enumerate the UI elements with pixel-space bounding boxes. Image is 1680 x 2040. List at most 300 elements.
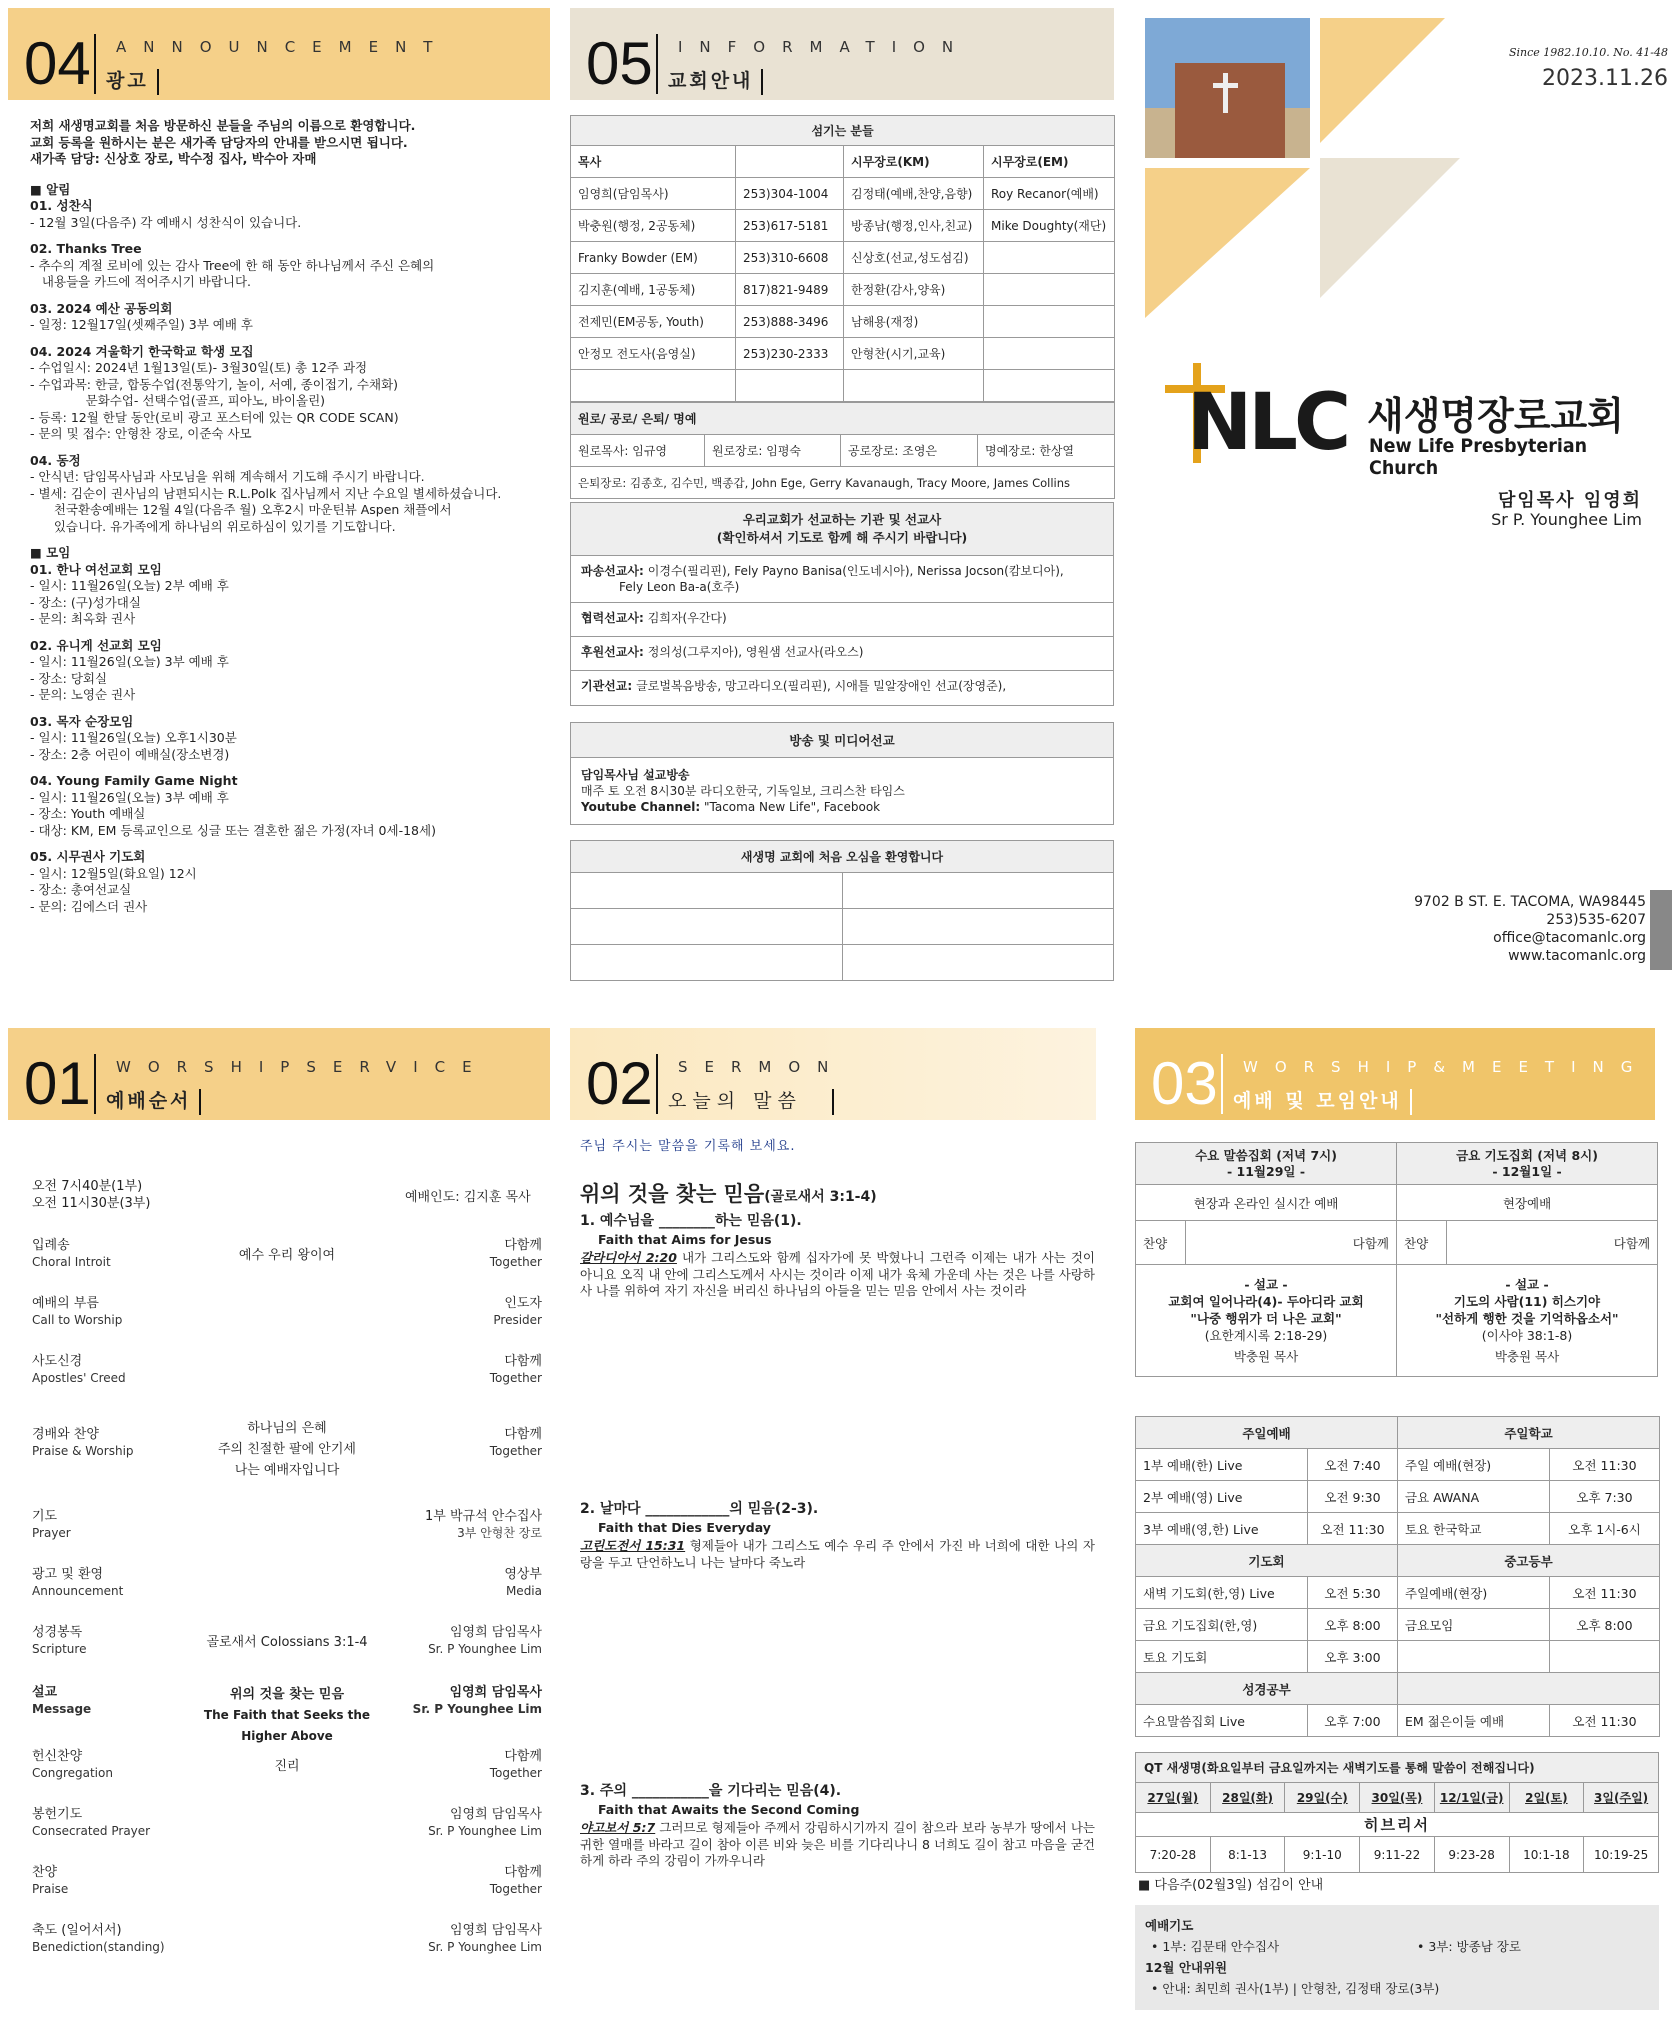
point-heading: 1. 예수님을 ________하는 믿음(1). [580, 1213, 802, 1229]
qt-ref: 9:23-28 [1434, 1837, 1509, 1873]
welcome-table [570, 840, 1114, 981]
leader-eng: Presider [493, 1313, 542, 1327]
leader-eng: Together [489, 1371, 542, 1385]
table-cell: 2부 예배(영) Live [1136, 1481, 1308, 1513]
item-kor: 설교 [32, 1685, 58, 1700]
mission-row [571, 603, 1113, 637]
list-item [30, 198, 540, 231]
qt-day: 30일(목) [1360, 1783, 1435, 1813]
side-bar [1650, 890, 1672, 970]
welcome-title: 새생명 교회에 처음 오심을 환영합니다 [571, 841, 1114, 873]
qt-ref: 10:1-18 [1509, 1837, 1584, 1873]
bible-study-title: 성경공부 [1136, 1673, 1398, 1705]
leader-eng: Together [489, 1255, 542, 1269]
list-item [30, 638, 540, 704]
table-cell: 주일예배(현장) [1398, 1577, 1550, 1609]
elder-cell: 명예장로: 한상열 [978, 435, 1115, 467]
worship-item-label [32, 1806, 150, 1840]
worship-item-content [182, 1632, 392, 1653]
section-number: 04 [24, 30, 91, 97]
leader-eng: Sr. P Younghee Lim [412, 1702, 542, 1716]
worship-item-leader [490, 1864, 542, 1898]
table-cell: 오전 11:30 [1550, 1449, 1660, 1481]
leader-kor: 임영희 담임목사 [449, 1625, 542, 1640]
list-item [30, 773, 540, 839]
prayer-box-title: 예배기도 [1145, 1918, 1194, 1933]
item-title: 03. 2024 예산 공동의회 [30, 300, 173, 316]
item-line: - 일시: 11월26일(오늘) 오후1시30분 [30, 730, 237, 745]
media-box [570, 722, 1114, 825]
item-title: 03. 목자 순장모임 [30, 713, 134, 729]
divider [1221, 1054, 1223, 1114]
servers-box [1135, 1905, 1659, 2010]
worship-item-leader [490, 1237, 542, 1271]
worship-item-label [32, 1748, 113, 1782]
section-eng-title: WORSHIPSERVICE [116, 1058, 489, 1076]
verse-ref: 갈라디아서 2:20 [580, 1250, 677, 1265]
table-cell: 253)617-5181 [736, 210, 844, 242]
leader-eng: Sr. P Younghee Lim [428, 1824, 542, 1838]
qt-ref: 7:20-28 [1136, 1837, 1211, 1873]
worship-item-content [182, 1418, 392, 1481]
leader-eng: Media [505, 1584, 542, 1598]
item-title: 04. Young Family Game Night [30, 773, 238, 788]
leader-eng: 3부 안형찬 장로 [457, 1526, 542, 1540]
item-title: 05. 시무권사 기도회 [30, 849, 146, 864]
table-cell: 253)310-6608 [736, 242, 844, 274]
qt-ref: 10:19-25 [1584, 1837, 1659, 1873]
wed-place: 현장과 온라인 실시간 예배 [1136, 1185, 1397, 1221]
table-cell: 오후 7:30 [1550, 1481, 1660, 1513]
item-line: - 일정: 12월17일(셋째주일) 3부 예배 후 [30, 317, 254, 332]
worship-item-leader [428, 1806, 542, 1840]
item-line: - 수업과목: 한글, 합동수업(전통악기, 놀이, 서예, 종이접기, 수채화) [30, 376, 399, 392]
list-item [30, 714, 540, 764]
church-name-kor: 새생명장로교회 [1367, 394, 1624, 438]
leader-kor: 1부 박규석 안수집사 [425, 1509, 542, 1524]
table-row [1136, 1577, 1660, 1609]
section-kor-title: 오늘의 말씀 [668, 1086, 842, 1115]
worship-item-label [32, 1922, 165, 1956]
sermon-point [580, 1782, 1095, 1870]
youtube-label: Youtube Channel: [581, 800, 701, 814]
worship-item-label [32, 1508, 71, 1542]
mission-row [571, 556, 1113, 603]
mission-label: 파송선교사: [581, 564, 644, 578]
prayer-first-service: • 1부: 김문태 안수집사 [1151, 1939, 1280, 1954]
section-kor-title: 예배 및 모임안내 [1233, 1086, 1420, 1115]
verse-text: 형제들아 내가 그리스도 예수 우리 주 안에서 가진 바 너희에 대한 나의 자랑을 두고 단언하노니 나는 날마다 죽노라 [580, 1538, 1095, 1570]
item-line: 문화수업- 선택수업(골프, 피아노, 바이올린) [30, 393, 326, 408]
worship-item-content [182, 1756, 392, 1777]
content-line: The Faith that Seeks the Higher Above [203, 1708, 371, 1743]
address-block: 9702 B ST. E. TACOMA, WA98445 253)535-6207 office@tacomanlc.org www.tacomanlc.org [1414, 894, 1646, 964]
worship-item-content [182, 1684, 392, 1747]
leader-kor: 다함께 [504, 1354, 542, 1369]
col-em: 시무장로(EM) [984, 146, 1115, 178]
section-number: 01 [24, 1050, 91, 1117]
item-line: - 일시: 11월26일(오늘) 2부 예배 후 [30, 578, 229, 593]
content-line: 주의 친절한 팔에 안기세 [218, 1442, 356, 1457]
item-eng: Congregation [32, 1766, 113, 1780]
item-eng: Prayer [32, 1526, 71, 1540]
item-line: - 장소: 당회실 [30, 670, 108, 686]
mission-label: 후원선교사: [581, 645, 644, 659]
table-cell [1550, 1641, 1660, 1673]
church-logo [1165, 363, 1665, 493]
item-line: 내용들을 카드에 적어주시기 바랍니다. [30, 274, 252, 289]
serving-title: 섬기는 분들 [571, 116, 1115, 146]
item-kor: 광고 및 환영 [32, 1567, 104, 1582]
table-row [571, 370, 1115, 402]
item-line: - 대상: KM, EM 등록교인으로 싱글 또는 결혼한 젊은 가정(자녀 0세-18세) [30, 822, 436, 838]
table-cell: 금요 기도집회(한,영) [1136, 1609, 1308, 1641]
worship-item-leader [425, 1508, 542, 1542]
content-line: 위의 것을 찾는 믿음 [229, 1687, 345, 1702]
table-row [1136, 1449, 1660, 1481]
table-cell [984, 338, 1115, 370]
table-cell: 토요 한국학교 [1398, 1513, 1550, 1545]
item-kor: 경배와 찬양 [32, 1427, 99, 1442]
item-kor: 성경봉독 [32, 1625, 83, 1640]
worship-item-content [182, 1245, 392, 1266]
media-line: 담임목사님 설교방송 [581, 768, 690, 782]
table-row [571, 242, 1115, 274]
middle-school-title: 중고등부 [1398, 1545, 1660, 1577]
worship-item-label [32, 1566, 123, 1600]
youtube-channel: "Tacoma New Life", Facebook [700, 800, 881, 814]
fri-praise-label: 찬양 [1397, 1221, 1447, 1265]
list-item [30, 301, 540, 334]
table-cell: 주일 예배(현장) [1398, 1449, 1550, 1481]
qt-ref: 9:1-10 [1285, 1837, 1360, 1873]
table-row [571, 274, 1115, 306]
item-line: 천국환송예배는 12월 4일(다음주 월) 오후2시 마운틴뷰 Aspen 채플에서 [30, 502, 452, 517]
worship-item-leader [490, 1748, 542, 1782]
weekday-table [1135, 1142, 1657, 1377]
point-verse [580, 1538, 1095, 1571]
worship-item-label [32, 1684, 91, 1718]
table-row [571, 210, 1115, 242]
item-kor: 축도 (일어서서) [32, 1923, 122, 1938]
section-number: 03 [1151, 1050, 1218, 1117]
announcement-header [8, 8, 550, 100]
qt-day: 27일(월) [1136, 1783, 1211, 1813]
mission-row [571, 637, 1113, 671]
table-cell: 오전 7:40 [1308, 1449, 1398, 1481]
point-eng: Faith that Awaits the Second Coming [598, 1802, 860, 1817]
leader-eng: Together [489, 1444, 542, 1458]
point-verse [580, 1820, 1095, 1870]
elders-title: 원로/ 공로/ 은퇴/ 명예 [571, 403, 1115, 435]
table-cell: 한정환(감사,양육) [844, 274, 984, 306]
table-cell: 토요 기도회 [1136, 1641, 1308, 1673]
item-title: 01. 한나 여선교회 모임 [30, 561, 162, 577]
point-verse [580, 1250, 1095, 1300]
qt-book: 히브리서 [1136, 1813, 1659, 1837]
service-times: 오전 7시40분(1부) 오전 11시30분(3부) [32, 1179, 151, 1211]
item-line: - 수업일시: 2024년 1월13일(토)- 3월30일(토) 총 12주 과정 [30, 360, 368, 375]
worship-item-leader [504, 1566, 542, 1600]
list-item [30, 344, 540, 443]
leader-kor: 다함께 [504, 1427, 542, 1442]
meeting-list [30, 562, 540, 916]
leader-kor: 임영희 담임목사 [449, 1807, 542, 1822]
section-kor-title: 교회안내 [668, 66, 771, 95]
table-cell [571, 370, 736, 402]
elder-cell: 공로장로: 조영은 [841, 435, 978, 467]
welcome-text: 저희 새생명교회를 처음 방문하신 분들을 주님의 이름으로 환영합니다. 교회 등록을 원하시는 분은 새가족 담당자의 안내를 받으시면 됩니다. 새가족 담당: 신상호 장로, 박수정 집사, 박수아 자매 [30, 118, 416, 166]
fri-title: 금요 기도집회 (저녁 8시) - 12월1일 - [1397, 1143, 1658, 1185]
content-line: 예수 우리 왕이여 [238, 1248, 336, 1263]
sunday-title: 주일예배 [1136, 1417, 1398, 1449]
content-line: 하나님의 은혜 [247, 1421, 327, 1436]
col-pastor: 목사 [571, 146, 736, 178]
since-line: Since 1982.10.10. No. 41-48 [1508, 46, 1668, 59]
section-number: 05 [586, 30, 653, 97]
guide-list: • 안내: 최민희 권사(1부) | 안형찬, 김정태 장로(3부) [1151, 1981, 1440, 1996]
fri-sermon: - 설교 - 기도의 사람(11) 히스기야 "선하게 행한 것을 기억하옵소서" (이사야 38:1-8) 박충원 목사 [1397, 1265, 1658, 1377]
item-kor: 입례송 [32, 1238, 70, 1253]
table-cell: 방종남(행정,인사,친교) [844, 210, 984, 242]
item-line: - 추수의 계절 로비에 있는 감사 Tree에 한 해 동안 하나님께서 주신 은혜의 [30, 257, 435, 273]
item-eng: Consecrated Prayer [32, 1824, 151, 1838]
table-cell: Franky Bowder (EM) [571, 242, 736, 274]
table-row [1136, 1481, 1660, 1513]
content-line: 진리 [274, 1759, 300, 1774]
table-cell: 박충원(행정, 2공동체) [571, 210, 736, 242]
information-header [570, 8, 1114, 100]
table-cell: 금요 AWANA [1398, 1481, 1550, 1513]
item-title: 01. 성찬식 [30, 198, 93, 213]
item-line: - 별세: 김순이 권사님의 남편되시는 R.L.Polk 집사님께서 지난 수요일 별세하셨습니다. [30, 485, 502, 501]
qt-day: 2일(토) [1509, 1783, 1584, 1813]
qt-ref: 8:1-13 [1210, 1837, 1285, 1873]
table-cell: 오후 3:00 [1308, 1641, 1398, 1673]
item-kor: 봉헌기도 [32, 1807, 83, 1822]
worship-item-leader [413, 1684, 542, 1718]
notice-heading: ■ 알림 [30, 181, 71, 197]
meeting-heading: ■ 모임 [30, 545, 71, 560]
table-row [1136, 1513, 1660, 1545]
item-line: - 문의: 최옥화 권사 [30, 611, 136, 626]
worship-item-leader [428, 1624, 542, 1658]
elder-cell: 원로장로: 임평숙 [705, 435, 841, 467]
qt-day: 12/1일(금) [1434, 1783, 1509, 1813]
sermon-point [580, 1500, 1095, 1571]
triangle-3 [1320, 158, 1460, 298]
divider [94, 1054, 96, 1114]
divider [94, 34, 96, 94]
mission-text: 이경수(필리핀), Fely Payno Banisa(인도네시아), Nerissa Jocson(캄보디아), [647, 564, 1064, 578]
media-title: 방송 및 미디어선교 [571, 723, 1113, 758]
pastor-eng: Sr P. Younghee Lim [1491, 510, 1642, 529]
table-cell: 남해용(재정) [844, 306, 984, 338]
table-cell: 김지훈(예배, 1공동체) [571, 274, 736, 306]
cross-vertical [1223, 73, 1228, 113]
qt-day: 3일(주일) [1584, 1783, 1659, 1813]
item-eng: Announcement [32, 1584, 124, 1598]
item-line: 있습니다. 유가족에게 하나님의 위로하심이 있기를 기도합니다. [30, 518, 396, 534]
next-week-label: ■ 다음주(02월3일) 섬김이 안내 [1138, 1878, 1324, 1893]
table-cell [1398, 1641, 1550, 1673]
wed-praise-value: 다함께 [1186, 1221, 1397, 1265]
qt-ref: 9:11-22 [1360, 1837, 1435, 1873]
item-line: - 장소: Youth 예배실 [30, 806, 146, 821]
item-line: - 문의 및 접수: 안형찬 장로, 이준숙 사모 [30, 426, 252, 441]
table-cell: 안형찬(시기,교육) [844, 338, 984, 370]
table-cell: 817)821-9489 [736, 274, 844, 306]
item-line: - 장소: (구)성가대실 [30, 594, 141, 610]
school-title: 주일학교 [1398, 1417, 1660, 1449]
table-cell: Roy Recanor(예배) [984, 178, 1115, 210]
verse-ref: 야고보서 5:7 [580, 1820, 656, 1835]
section-eng-title: INFORMATION [678, 38, 971, 56]
table-cell: 전제민(EM공동, Youth) [571, 306, 736, 338]
table-cell: 오전 5:30 [1308, 1577, 1398, 1609]
table-cell: 새벽 기도회(한,영) Live [1136, 1577, 1308, 1609]
table-cell: 오후 1시-6시 [1550, 1513, 1660, 1545]
section-eng-title: ANNOUNCEMENT [116, 38, 450, 56]
item-eng: Praise & Worship [32, 1444, 134, 1458]
qt-day: 29일(수) [1285, 1783, 1360, 1813]
worship-item-label [32, 1624, 86, 1658]
verse-text: 내가 그리스도와 함께 십자가에 못 박혔나니 그런즉 이제는 내가 사는 것이 아니요 오직 내 안에 그리스도께서 사시는 것이라 이제 내가 육체 가운데 사는 것은 나를 사랑하사 나를 위하여 자기 자신을 버리신 하나님의 아들을 믿는 믿음 안에서 사는 것이라 [580, 1250, 1095, 1298]
table-cell: 253)304-1004 [736, 178, 844, 210]
table-cell: Mike Doughty(재단) [984, 210, 1115, 242]
table-cell: 1부 예배(한) Live [1136, 1449, 1308, 1481]
worship-item-leader [490, 1353, 542, 1387]
triangle-2 [1145, 168, 1310, 318]
section-eng-title: SERMON [678, 1058, 846, 1076]
list-item [30, 453, 540, 536]
verse-ref: 고린도전서 15:31 [580, 1538, 686, 1553]
item-line: - 장소: 2층 어린이 예배실(장소변경) [30, 746, 230, 762]
schedule-table [1135, 1416, 1659, 1737]
worship-item-label [32, 1426, 134, 1460]
table-cell [984, 370, 1115, 402]
meeting-header [1135, 1028, 1655, 1120]
cross-horizontal [1213, 83, 1238, 88]
item-title: 02. Thanks Tree [30, 241, 142, 256]
mission-text2: Fely Leon Ba-a(호주) [619, 580, 740, 594]
leader-kor: 인도자 [504, 1296, 542, 1311]
table-cell: 오전 11:30 [1308, 1513, 1398, 1545]
worship-item-leader [493, 1295, 542, 1329]
item-kor: 기도 [32, 1509, 58, 1524]
table-row [571, 178, 1115, 210]
item-kor: 헌신찬양 [32, 1749, 83, 1764]
item-title: 04. 2024 겨울학기 한국학교 학생 모집 [30, 343, 254, 359]
table-cell: 오후 7:00 [1308, 1705, 1398, 1737]
table-row [571, 338, 1115, 370]
bulletin-date: 2023.11.26 [1542, 66, 1668, 91]
table-cell: 오전 11:30 [1550, 1577, 1660, 1609]
wed-praise-label: 찬양 [1136, 1221, 1186, 1265]
cover-graphic [1135, 8, 1515, 328]
table-cell [844, 370, 984, 402]
table-cell: 오전 9:30 [1308, 1481, 1398, 1513]
cover-panel [1135, 8, 1680, 998]
item-eng: Call to Worship [32, 1313, 123, 1327]
table-cell: 금요모임 [1398, 1609, 1550, 1641]
content-line: 골로새서 Colossians 3:1-4 [206, 1635, 368, 1650]
worship-item-leader [428, 1922, 542, 1956]
table-cell: 3부 예배(영,한) Live [1136, 1513, 1308, 1545]
section-kor-title: 예배순서 [106, 1086, 209, 1115]
worship-item-label [32, 1295, 122, 1329]
item-line: - 일시: 11월26일(오늘) 3부 예배 후 [30, 654, 229, 669]
worship-item-label [32, 1353, 126, 1387]
item-eng: Choral Introit [32, 1255, 111, 1269]
item-kor: 예배의 부름 [32, 1296, 99, 1311]
item-line: - 문의: 김에스더 권사 [30, 898, 148, 914]
table-cell [736, 370, 844, 402]
mission-box [570, 502, 1114, 706]
retired-elders: 은퇴장로: 김종호, 김수민, 백종갑, John Ege, Gerry Kavanaugh, Tracy Moore, James Collins [571, 467, 1115, 499]
service-leader: 예배인도: 김지훈 목사 [405, 1190, 531, 1205]
item-title: 02. 유니게 선교회 모임 [30, 637, 162, 653]
leader-kor: 다함께 [504, 1749, 542, 1764]
item-eng: Benediction(standing) [32, 1940, 165, 1954]
table-cell: 253)230-2333 [736, 338, 844, 370]
leader-kor: 임영희 담임목사 [449, 1685, 542, 1700]
mission-text: 김희자(우간다) [647, 611, 727, 625]
table-row [571, 306, 1115, 338]
table-cell: EM 젊은이들 예배 [1398, 1705, 1550, 1737]
mission-text: 글로벌복음방송, 망고라디오(필리핀), 시애틀 밀알장애인 선교(장영준), [636, 679, 1007, 693]
wed-title: 수요 말씀집회 (저녁 7시) - 11월29일 - [1136, 1143, 1397, 1185]
item-eng: Scripture [32, 1642, 87, 1656]
table-cell [984, 274, 1115, 306]
divider [656, 34, 658, 94]
item-line: - 안식년: 담임목사님과 사모님을 위해 계속해서 기도해 주시기 바랍니다. [30, 469, 425, 484]
sermon-point [580, 1212, 1095, 1300]
item-eng: Message [32, 1702, 92, 1716]
table-cell: 김정태(예배,찬양,음향) [844, 178, 984, 210]
pastor-kor: 담임목사 임영희 [1498, 490, 1642, 511]
item-line: - 장소: 총여선교실 [30, 882, 132, 897]
table-cell: 오후 8:00 [1308, 1609, 1398, 1641]
leader-kor: 다함께 [504, 1865, 542, 1880]
table-cell: 오후 8:00 [1550, 1609, 1660, 1641]
table-cell: 안정모 전도사(음영실) [571, 338, 736, 370]
sermon-title: 위의 것을 찾는 믿음(골로새서 3:1-4) [580, 1182, 877, 1206]
table-cell: 오전 11:30 [1550, 1705, 1660, 1737]
point-heading: 2. 날마다 ____________의 믿음(2-3). [580, 1501, 819, 1517]
qt-title: QT 새생명(화요일부터 금요일까지는 새벽기도를 통해 말씀이 전해집니다) [1136, 1753, 1659, 1783]
table-row [1136, 1641, 1660, 1673]
item-eng: Praise [32, 1882, 69, 1896]
table-cell: 수요말씀집회 Live [1136, 1705, 1308, 1737]
point-eng: Faith that Aims for Jesus [598, 1232, 772, 1247]
elder-cell: 원로목사: 임규영 [571, 435, 705, 467]
sermon-intro: 주님 주시는 말씀을 기록해 보세요. [580, 1139, 796, 1154]
list-item [30, 849, 540, 915]
item-title: 04. 동정 [30, 452, 81, 468]
table-cell: 253)888-3496 [736, 306, 844, 338]
mission-row [571, 671, 1113, 705]
prayer-third-service: • 3부: 방종남 장로 [1417, 1939, 1521, 1954]
list-item [30, 241, 540, 291]
fri-praise-value: 다함께 [1447, 1221, 1658, 1265]
worship-header [8, 1028, 550, 1120]
logo-text: NLC [1187, 378, 1348, 468]
qt-table [1135, 1752, 1659, 1873]
divider [656, 1054, 658, 1114]
item-line: - 문의: 노영순 권사 [30, 687, 136, 702]
worship-item-leader [490, 1426, 542, 1460]
